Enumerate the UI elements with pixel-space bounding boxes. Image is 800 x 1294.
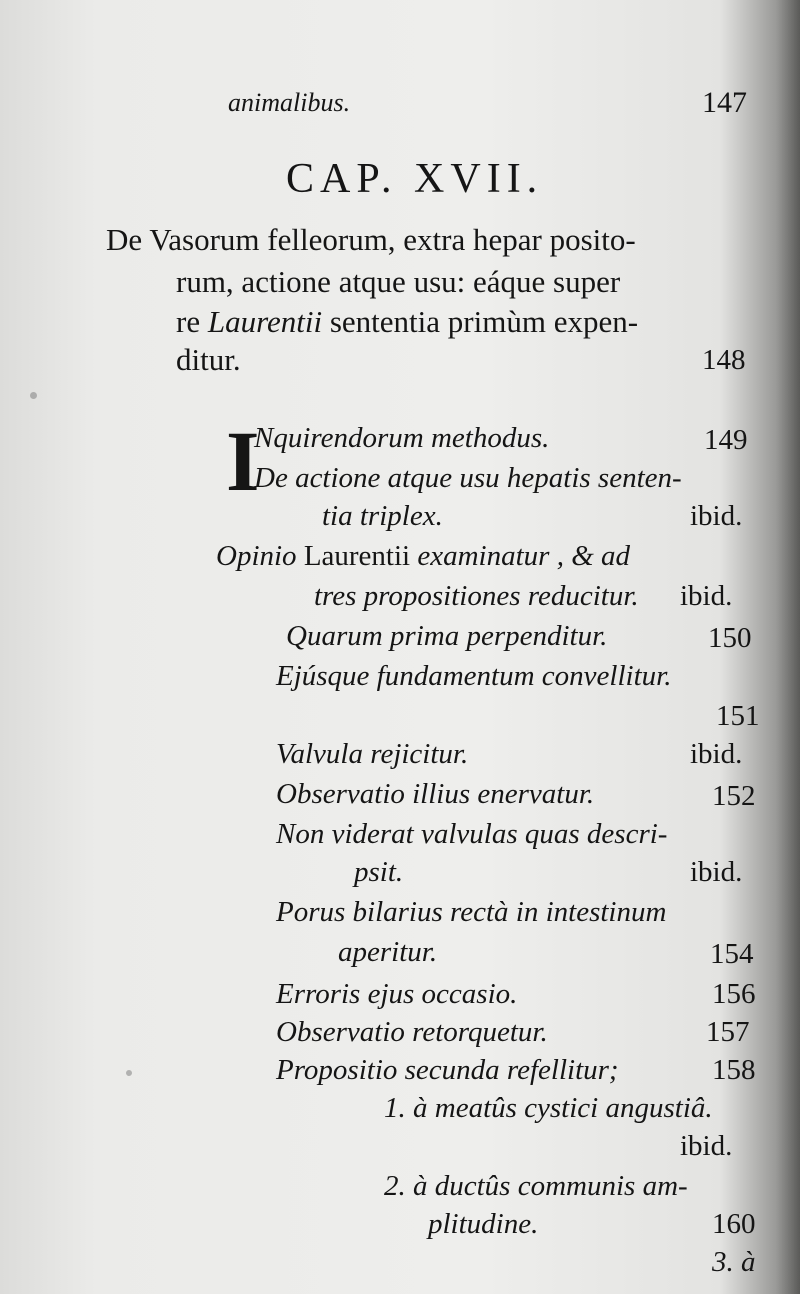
summary-line: De Vasorum felleorum, extra hepar posito- [106, 222, 636, 257]
drop-cap: I [226, 413, 260, 509]
index-entry: Nquirendorum methodus. [254, 422, 550, 454]
summary-line: re Laurentii sententia primùm expen- [176, 304, 639, 339]
page-ref: 154 [710, 938, 754, 970]
index-entry: Propositio secunda refellitur; [276, 1054, 619, 1086]
index-entry: Valvula rejicitur. [276, 738, 469, 770]
index-entry: 1. à meatûs cystici angustiâ. [384, 1092, 713, 1124]
page-ref: ibid. [690, 500, 743, 532]
page-ref: 158 [712, 1054, 756, 1086]
page-ref: 160 [712, 1208, 756, 1240]
running-head: animalibus. [228, 88, 351, 117]
summary-line: ditur. [176, 342, 241, 377]
index-entry-cont: tia triplex. [322, 500, 443, 532]
page-ref: ibid. [690, 738, 743, 770]
index-entry: Non viderat valvulas quas descri- [276, 818, 668, 850]
page-ref: ibid. [680, 580, 733, 612]
index-entry: Quarum prima perpenditur. [286, 620, 608, 652]
index-entry-cont: aperitur. [338, 936, 438, 968]
summary-line: rum, actione atque usu: eáque super [176, 264, 621, 299]
index-entry: Observatio illius enervatur. [276, 778, 595, 810]
index-entry: Erroris ejus occasio. [276, 978, 518, 1010]
page-ref: 151 [716, 700, 760, 732]
ink-spot [126, 1070, 132, 1076]
index-entry: Porus bilarius rectà in intestinum [276, 896, 667, 928]
page-number: 147 [702, 86, 747, 119]
index-entry-cont: tres propositiones reducitur. [314, 580, 639, 612]
page-ref: 152 [712, 780, 756, 812]
page-ref: 148 [702, 344, 746, 376]
chapter-title: CAP. XVII. [286, 156, 544, 202]
catchword: 3. à [712, 1246, 756, 1278]
index-entry: 2. à ductûs communis am- [384, 1170, 688, 1202]
page-ref: 149 [704, 424, 748, 456]
index-entry-cont: plitudine. [428, 1208, 539, 1240]
ink-spot [30, 392, 37, 399]
index-entry-cont: psit. [354, 856, 404, 888]
index-entry: De actione atque usu hepatis senten- [254, 462, 682, 494]
index-entry: Ejúsque fundamentum convellitur. [276, 660, 672, 692]
page-ref: 157 [706, 1016, 750, 1048]
index-entry: Observatio retorquetur. [276, 1016, 548, 1048]
page-ref: 156 [712, 978, 756, 1010]
page-ref: 150 [708, 622, 752, 654]
index-entry: Opinio Laurentii examinatur , & ad [216, 540, 631, 572]
page-ref: ibid. [680, 1130, 733, 1162]
page-ref: ibid. [690, 856, 743, 888]
